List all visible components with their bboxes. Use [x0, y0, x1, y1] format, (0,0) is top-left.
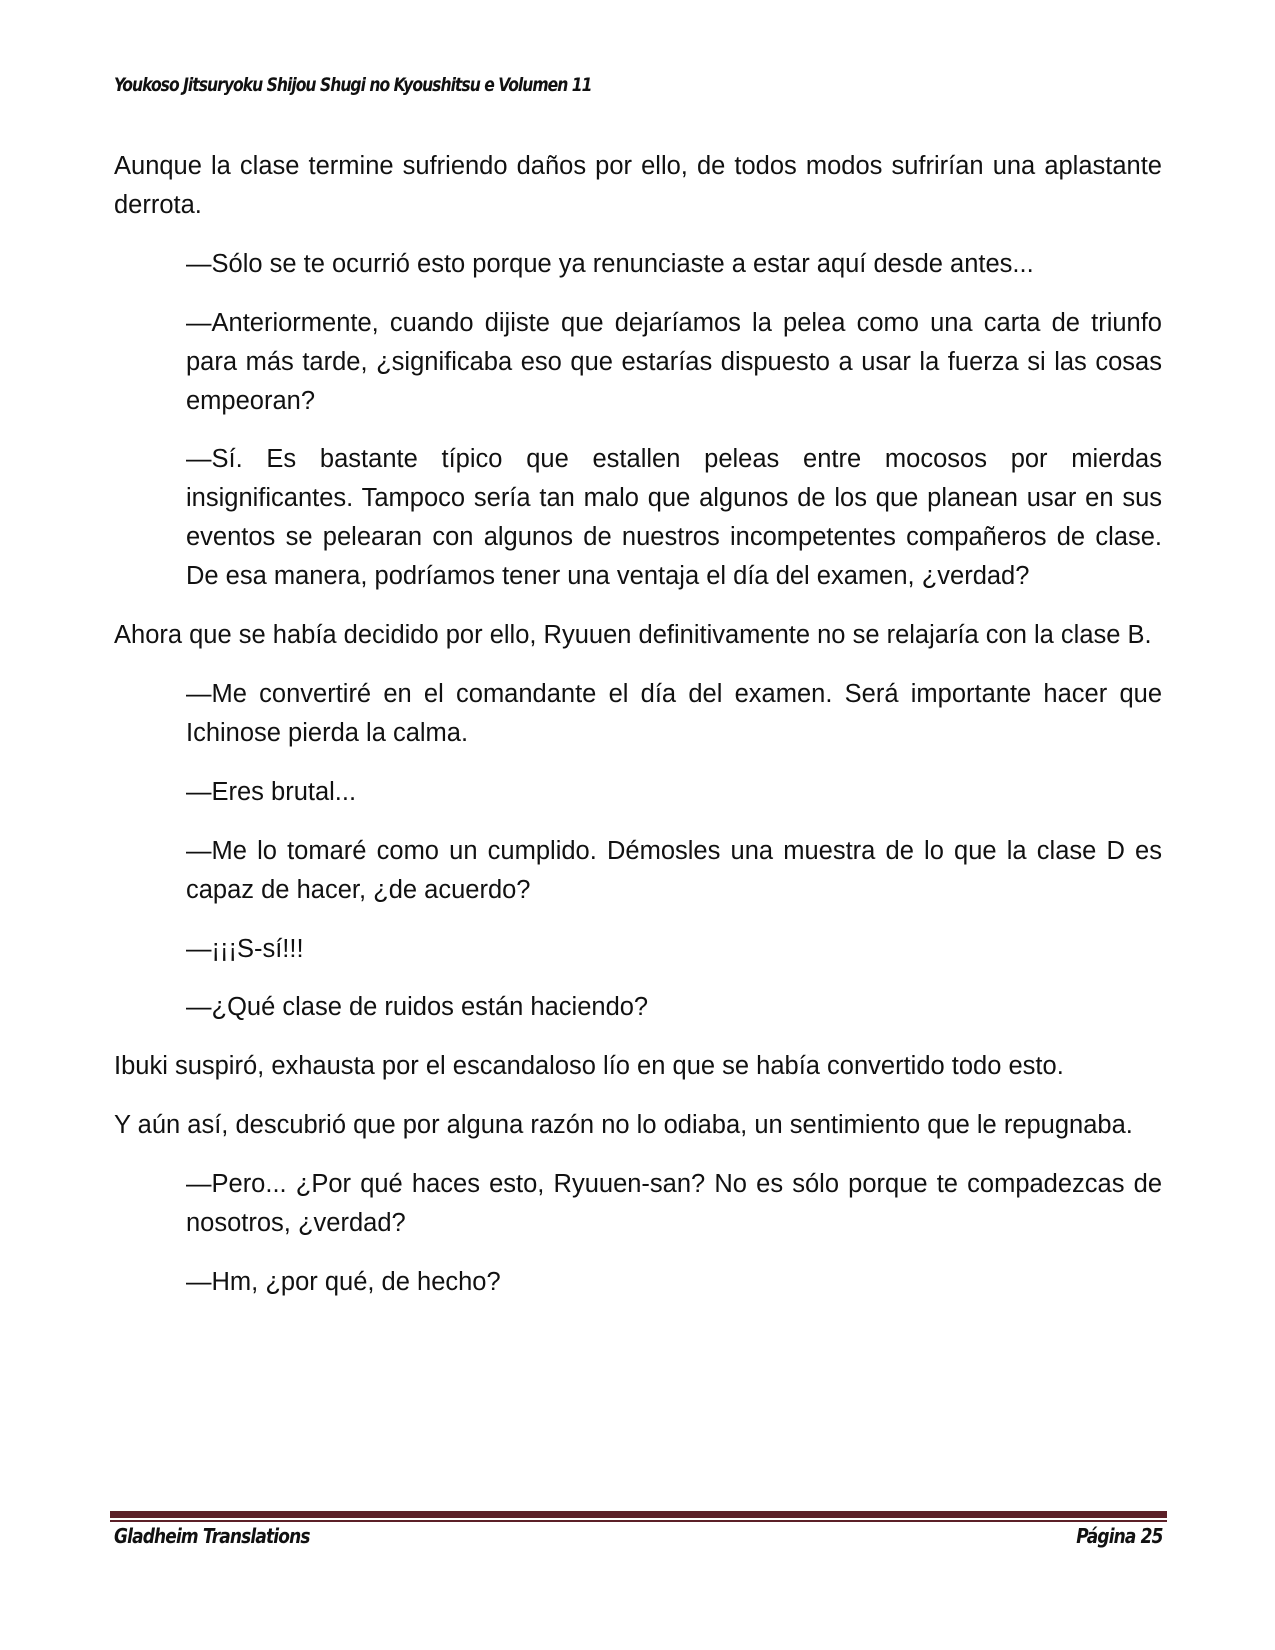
- dialogue-paragraph: —Me convertiré en el comandante el día del examen. Será importante hacer que Ichinose pierda la calma.: [186, 679, 1162, 747]
- paragraph: Ibuki suspiró, exhausta por el escandaloso lío en que se había convertido todo esto.: [114, 1052, 1064, 1081]
- running-header: Youkoso Jitsuryoku Shijou Shugi no Kyoushitsu e Volumen 11: [114, 74, 592, 96]
- dialogue-paragraph: —Hm, ¿por qué, de hecho?: [186, 1267, 501, 1296]
- dialogue-paragraph: —Sólo se te ocurrió esto porque ya renunciaste a estar aquí desde antes...: [186, 249, 1034, 278]
- paragraph: Aunque la clase termine sufriendo daños por ello, de todos modos sufrirían una aplastante derrota.: [114, 152, 1162, 219]
- dialogue-paragraph: —Eres brutal...: [186, 777, 357, 806]
- page-body: [114, 147, 1162, 1322]
- paragraph: Y aún así, descubrió que por alguna razón no lo odiaba, un sentimiento que le repugnaba.: [114, 1111, 1133, 1140]
- dialogue-paragraph: —¿Qué clase de ruidos están haciendo?: [186, 993, 649, 1022]
- paragraph: Ahora que se había decidido por ello, Ryuuen definitivamente no se relajaría con la clase B.: [114, 621, 1152, 650]
- page-number: Página 25: [1076, 1524, 1163, 1548]
- dialogue-paragraph: —Sí. Es bastante típico que estallen peleas entre mocosos por mierdas insignificantes. Tampoco sería tan malo que algunos de los que planean usar en sus eventos se pelearan con algunos de nuestros incompetentes compañeros de clase. De esa manera, podríamos tener una ventaja el día del examen, ¿verdad?: [186, 445, 1162, 591]
- dialogue-paragraph: —¡¡¡S-sí!!!: [186, 934, 304, 963]
- dialogue-paragraph: —Pero... ¿Por qué haces esto, Ryuuen-san? No es sólo porque te compadezcas de nosotros, ¿verdad?: [186, 1170, 1162, 1238]
- footer-rule-thick: [110, 1511, 1167, 1518]
- dialogue-paragraph: —Me lo tomaré como un cumplido. Démosles una muestra de lo que la clase D es capaz de hacer, ¿de acuerdo?: [186, 836, 1162, 904]
- dialogue-paragraph: —Anteriormente, cuando dijiste que dejaríamos la pelea como una carta de triunfo para más tarde, ¿significaba eso que estarías dispuesto a usar la fuerza si las cosas empeoran?: [186, 308, 1162, 415]
- footer-rule-thin: [110, 1520, 1167, 1522]
- footer-credit: Gladheim Translations: [114, 1524, 310, 1548]
